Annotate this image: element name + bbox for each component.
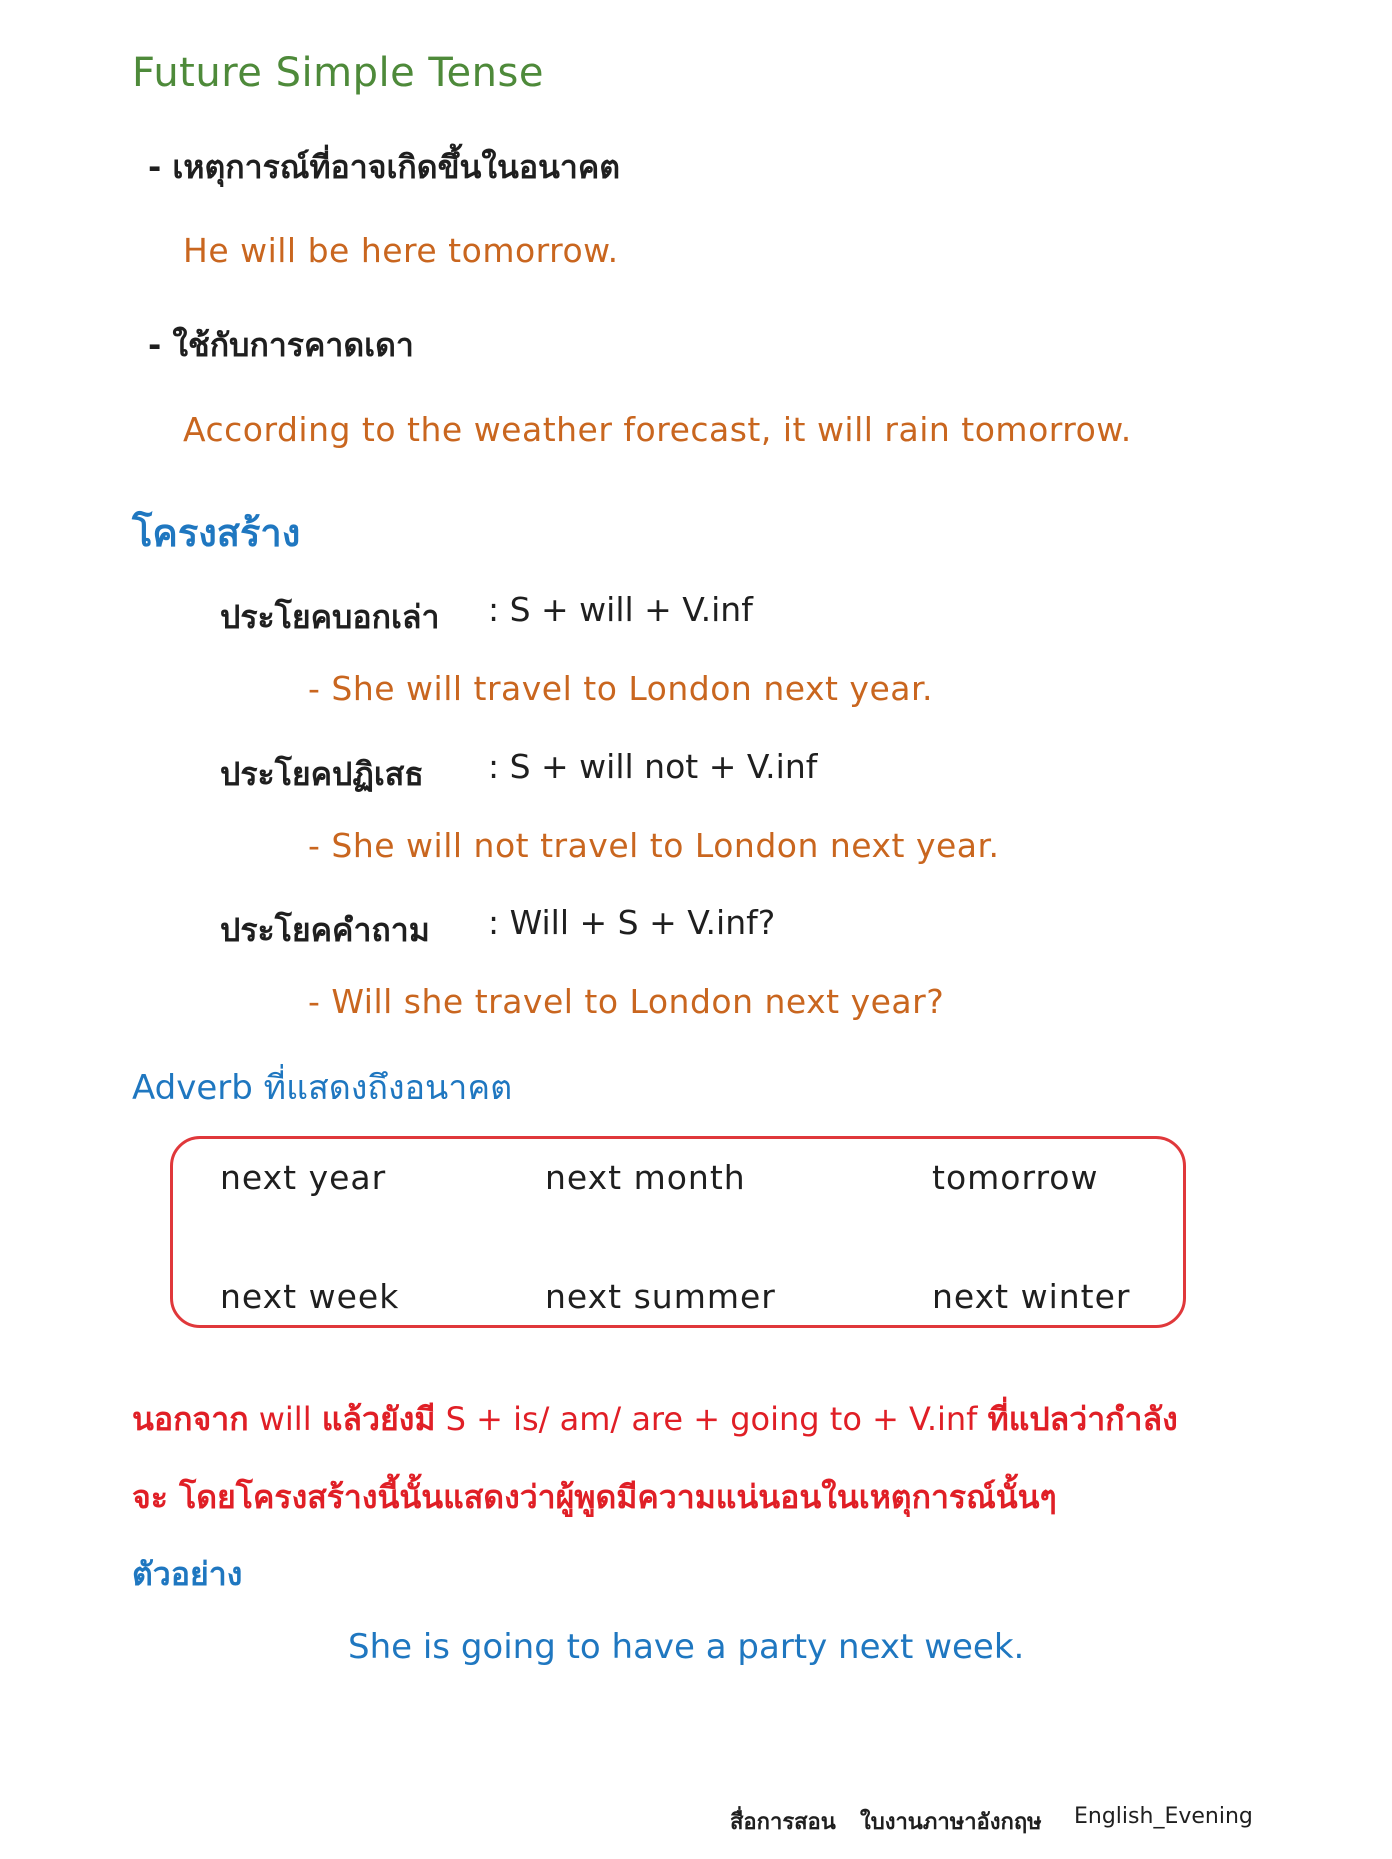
- use-1-bullet: - เหตุการณ์ที่อาจเกิดขึ้นในอนาคต: [148, 148, 621, 186]
- example-label: ตัวอย่าง: [132, 1555, 243, 1593]
- note-will: will: [248, 1400, 322, 1438]
- adverb-heading: Adverb ที่แสดงถึงอนาคต: [132, 1068, 513, 1108]
- footer-teaching-media: สื่อการสอน: [730, 1810, 836, 1835]
- adverb-item: next summer: [545, 1277, 776, 1316]
- negative-example: - She will not travel to London next year.: [308, 826, 1000, 865]
- adverb-item: next month: [545, 1158, 746, 1197]
- note-suffix: ที่แปลว่ากำลัง: [987, 1400, 1178, 1438]
- going-to-example: She is going to have a party next week.: [348, 1627, 1025, 1667]
- use-2-bullet: - ใช้กับการคาดเดา: [148, 326, 414, 364]
- use-1-example: He will be here tomorrow.: [183, 231, 619, 270]
- footer-worksheet: ใบงานภาษาอังกฤษ: [860, 1810, 1042, 1835]
- negative-label: ประโยคปฏิเสธ: [220, 755, 424, 793]
- use-2-example: According to the weather forecast, it will rain tomorrow.: [183, 410, 1132, 449]
- adverb-item: next year: [220, 1158, 387, 1197]
- affirmative-formula: : S + will + V.inf: [488, 590, 753, 629]
- negative-formula: : S + will not + V.inf: [488, 747, 818, 786]
- question-formula: : Will + S + V.inf?: [488, 903, 776, 942]
- going-to-note-line-2: จะ โดยโครงสร้างนี้นั้นแสดงว่าผู้พูดมีความแน่นอนในเหตุการณ์นั้นๆ: [132, 1478, 1057, 1516]
- adverb-item: next week: [220, 1277, 400, 1316]
- question-example: - Will she travel to London next year?: [308, 982, 945, 1021]
- question-label: ประโยคคำถาม: [220, 911, 430, 949]
- adverb-item: tomorrow: [932, 1158, 1099, 1197]
- footer-brand: English_Evening: [1074, 1804, 1253, 1829]
- structure-heading: โครงสร้าง: [132, 511, 301, 555]
- going-to-note-line-1: [132, 1394, 1178, 1445]
- note-prefix: นอกจาก: [132, 1400, 249, 1438]
- affirmative-example: - She will travel to London next year.: [308, 669, 934, 708]
- note-mid: แล้วยังมี: [321, 1400, 436, 1438]
- affirmative-label: ประโยคบอกเล่า: [220, 598, 440, 636]
- note-formula: S + is/ am/ are + going to + V.inf: [435, 1400, 988, 1438]
- adverb-item: next winter: [932, 1277, 1131, 1316]
- page-title: Future Simple Tense: [132, 50, 544, 96]
